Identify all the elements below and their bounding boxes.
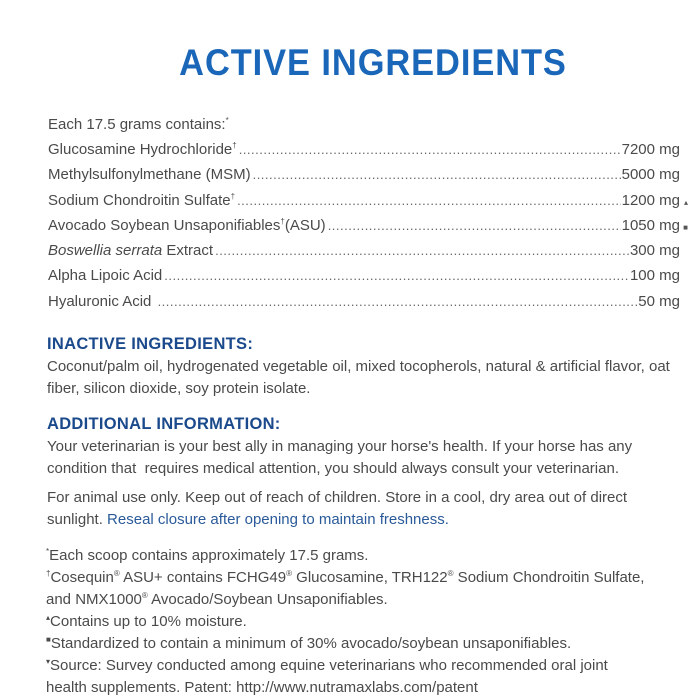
ingredient-amount: 300 mg [629, 242, 680, 260]
dot-leader [215, 238, 629, 263]
footnote-marker: ▴ [683, 197, 688, 207]
footnote-source-cont [46, 677, 696, 699]
ingredient-name-text: Avocado Soybean Unsaponifiables [48, 216, 281, 234]
footnote-text: Each scoop contains approximately 17.5 grams. [49, 547, 369, 564]
ingredient-name [48, 289, 158, 314]
footnote-text: Cosequin [50, 569, 114, 586]
ingredient-name [48, 137, 239, 162]
ingredient-name-text: Hyaluronic Acid [48, 292, 156, 310]
ingredient-row-alpha-lipoic [48, 263, 680, 288]
ingredient-amount: 5000 mg [621, 166, 680, 184]
footnote-marker: † [230, 191, 236, 201]
footnote-text: health supplements. Patent: http://www.nutramaxlabs.com/patent [46, 679, 478, 696]
footnote-text: Standardized to contain a minimum of 30% avocado/soybean unsaponifiables. [50, 635, 572, 652]
inactive-ingredients-text: Coconut/palm oil, hydrogenated vegetable oil, mixed tocopherols, natural & artificial flavor, oat fiber, silicon dioxide, soy protein isolate. [47, 358, 670, 397]
footnote-marker: † [280, 216, 285, 226]
footnotes [46, 545, 696, 699]
ingredient-name-suffix: (ASU) [284, 216, 326, 234]
serving-intro-text: Each 17.5 grams contains: [48, 116, 226, 133]
page-title: ACTIVE INGREDIENTS [179, 42, 567, 83]
ingredient-amount: 7200 mg [621, 141, 680, 158]
dot-leader [237, 188, 621, 213]
ingredient-name [48, 238, 215, 263]
footnote-marker: ▾ [46, 657, 51, 666]
ingredient-row-asu [48, 213, 688, 238]
ingredient-amount: 50 mg [638, 292, 680, 310]
registered-mark: ® [113, 569, 120, 578]
footnote-standardized [46, 633, 696, 655]
footnote-text: ASU+ contains FCHG49 [119, 569, 287, 586]
footnote-marker: ■ [683, 222, 688, 232]
footnote-marker: ■ [46, 635, 51, 644]
dot-leader [253, 162, 621, 187]
footnote-marker: ▴ [46, 613, 51, 622]
footnote-marker: * [225, 116, 229, 125]
serving-intro [48, 112, 680, 137]
ingredient-name-text: Alpha Lipoic Acid [48, 267, 163, 285]
ingredient-name [48, 263, 164, 288]
footnote-marker: † [232, 141, 237, 150]
registered-mark: ® [286, 569, 292, 578]
footnote-trademarks-cont [46, 589, 696, 611]
inactive-ingredients-heading: INACTIVE INGREDIENTS: [47, 335, 254, 353]
dot-leader [164, 263, 629, 288]
registered-mark: ® [141, 591, 148, 600]
dot-leader [328, 213, 621, 238]
registered-mark: ® [447, 569, 454, 578]
ingredient-name-italic: Boswellia serrata [48, 242, 163, 260]
reseal-instruction: Reseal closure after opening to maintain freshness. [107, 511, 449, 528]
footnote-serving [46, 545, 696, 567]
ingredient-amount: 100 mg [629, 267, 680, 285]
ingredient-amount: 1200 mg [621, 191, 680, 209]
ingredient-name [48, 162, 253, 187]
additional-information-heading: ADDITIONAL INFORMATION: [47, 415, 281, 433]
additional-info-paragraph-1: Your veterinarian is your best ally in managing your horse's health. If your horse has any condition that requires medical attention, you should always consult your veterinarian. [47, 438, 637, 477]
ingredient-row-glucosamine [48, 137, 680, 162]
ingredient-name [48, 213, 328, 238]
active-ingredients-list [48, 112, 688, 314]
ingredient-name-text: Extract [162, 242, 214, 260]
ingredient-name-text: Sodium Chondroitin Sulfate [48, 191, 231, 209]
ingredient-row-boswellia [48, 238, 680, 263]
footnote-marker: † [46, 569, 51, 578]
footnote-text: Source: Survey conducted among equine veterinarians who recommended oral joint [50, 657, 608, 674]
ingredient-row-msm [48, 162, 680, 187]
ingredient-name-text: Glucosamine Hydrochloride [48, 141, 233, 158]
footnote-moisture [46, 611, 696, 633]
footnote-text: Sodium Chondroitin Sulfate, [453, 569, 645, 586]
ingredient-row-chondroitin [48, 188, 688, 213]
ingredient-row-hyaluronic [48, 289, 680, 314]
footnote-trademarks [46, 567, 696, 589]
footnote-source [46, 655, 696, 677]
ingredient-name-text: Methylsulfonylmethane (MSM) [48, 166, 251, 184]
footnote-text: Avocado/Soybean Unsaponifiables. [147, 591, 388, 608]
storage-text: For animal use only. Keep out of reach of children. Store in a cool, dry area out of direct sunlight. [47, 489, 628, 528]
ingredient-name [48, 188, 237, 213]
additional-info-paragraph-2 [47, 487, 687, 531]
footnote-text: Glucosamine, TRH122 [291, 569, 448, 586]
footnote-text: Contains up to 10% moisture. [50, 613, 247, 630]
footnote-text: and NMX1000 [46, 591, 142, 608]
dot-leader [158, 289, 638, 314]
ingredient-amount: 1050 mg [621, 216, 680, 234]
dot-leader [239, 137, 621, 162]
footnote-marker: * [46, 547, 50, 556]
